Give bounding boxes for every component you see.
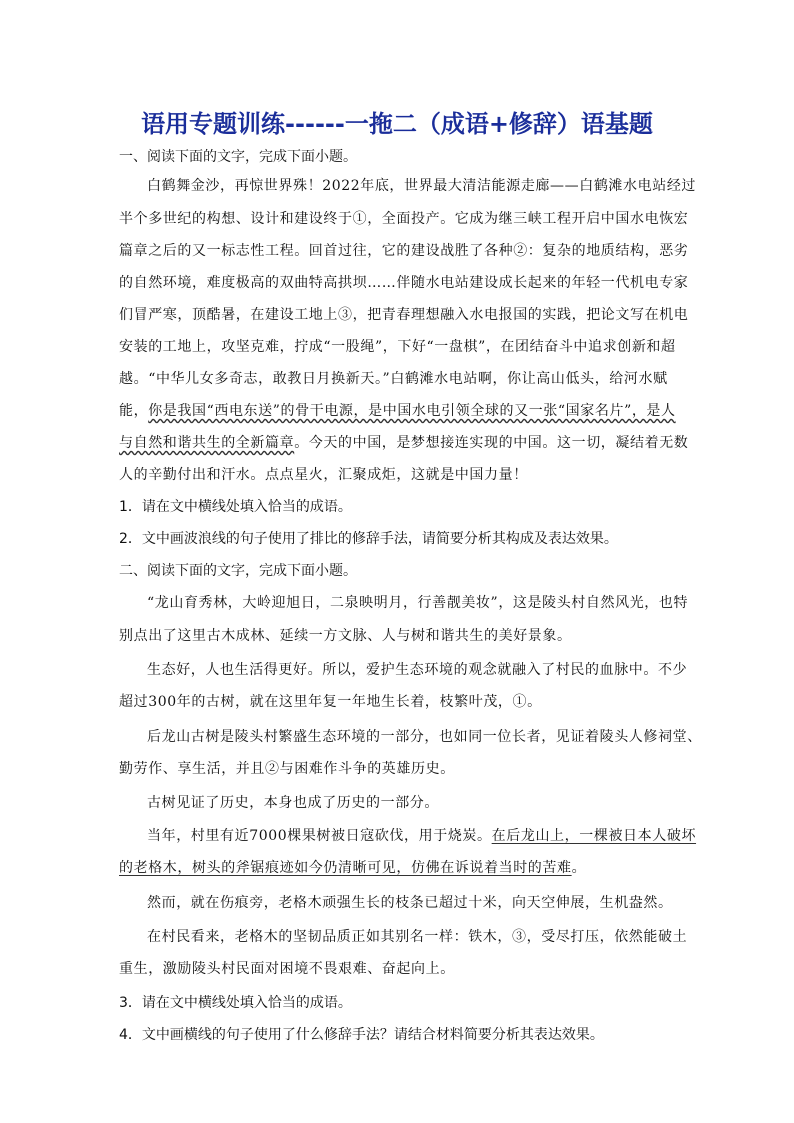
section2-para5-line2-post: 。	[571, 860, 587, 876]
question-4: 4．文中画横线的句子使用了什么修辞手法？请结合材料简要分析其表达效果。	[119, 1027, 604, 1043]
question-2: 2．文中画波浪线的句子使用了排比的修辞手法，请简要分析其构成及表达效果。	[119, 531, 618, 547]
section1-line-10: 人的辛勤付出和汗水。点点星火，汇聚成炬，这就是中国力量！	[119, 467, 528, 483]
section2-para3-line1: 后龙山古树是陵头村繁盛生态环境的一部分，也如同一位长者，见证着陵头人修祠堂、	[147, 729, 702, 745]
section1-line-7: 越。“中华儿女多奇志，敢教日月换新天。”白鹤滩水电站啊，你让高山低头，给河水赋	[119, 371, 668, 387]
section2-para7-line1: 在村民看来，老格木的坚韧品质正如其别名一样：铁木，③，受尽打压，依然能破土	[147, 929, 688, 945]
wavy-underlined-sentence-part-1: 你是我国“西电东送”的骨干电源，是中国水电引领全球的又一张“国家名片”，是人	[148, 403, 676, 419]
section2-para4: 古树见证了历史，本身也成了历史的一部分。	[147, 795, 439, 811]
section2-para5-line2	[119, 858, 586, 878]
question-1: 1．请在文中横线处填入恰当的成语。	[119, 499, 352, 515]
section2-para6: 然而，就在伤痕旁，老格木顽强生长的枝条已超过十米，向天空伸展，生机盎然。	[147, 895, 673, 911]
section1-line-9-post: 。今天的中国，是梦想接连实现的中国。这一切，凝结着无数	[294, 435, 689, 451]
question-3: 3．请在文中横线处填入恰当的成语。	[119, 995, 352, 1011]
section2-para2-line1: 生态好，人也生活得更好。所以，爱护生态环境的观念就融入了村民的血脉中。不少	[147, 662, 688, 678]
section1-line-4: 的自然环境，难度极高的双曲特高拱坝……伴随水电站建设成长起来的年轻一代机电专家	[119, 275, 689, 291]
section2-para5-line1-pre: 当年，村里有近7000棵果树被日寇砍伐，用于烧炭。	[147, 828, 492, 844]
section1-line-9	[119, 433, 688, 453]
section1-line-3: 篇章之后的又一标志性工程。回首过往，它的建设战胜了各种②：复杂的地质结构，恶劣	[119, 243, 689, 259]
section1-line-2: 半个多世纪的构想、设计和建设终于①，全面投产。它成为继三峡工程开启中国水电恢宏	[119, 211, 689, 227]
section1-line-6: 安装的工地上，攻坚克难，拧成“一股绳”，下好“一盘棋”，在团结奋斗中追求创新和超	[119, 339, 676, 355]
section2-para7-line2: 重生，激励陵头村民面对困境不畏艰难、奋起向上。	[119, 961, 455, 977]
underlined-sentence-part-2: 的老格木，树头的斧锯痕迹如今仍清晰可见，仿佛在诉说着当时的苦难	[119, 860, 572, 876]
section2-heading: 二、阅读下面的文字，完成下面小题。	[119, 563, 357, 579]
section2-para1-line1: “龙山育秀林，大岭迎旭日，二泉映明月，行善靓美妆”，这是陵头村自然风光，也特	[147, 595, 689, 611]
section1-line-8	[119, 401, 676, 421]
section1-line-8-pre: 能，	[119, 403, 149, 419]
section1-line-5: 们冒严寒，顶酷暑，在建设工地上③，把青春理想融入水电报国的实践，把论文写在机电	[119, 307, 689, 323]
section2-para1-line2: 别点出了这里古木成林、延续一方文脉、人与树和谐共生的美好景象。	[119, 628, 572, 644]
underlined-sentence-part-1: 在后龙山上，一棵被日本人破坏	[491, 828, 697, 844]
section2-para3-line2: 勤劳作、享生活，并且②与困难作斗争的英雄历史。	[119, 761, 455, 777]
document-title: 语用专题训练------一拖二（成语+修辞）语基题	[141, 110, 653, 138]
wavy-underlined-sentence-part-2: 与自然和谐共生的全新篇章	[119, 435, 295, 451]
section1-heading: 一、阅读下面的文字，完成下面小题。	[119, 149, 357, 165]
section2-para2-line2: 超过300年的古树，就在这里年复一年地生长着，枝繁叶茂，①。	[119, 694, 542, 710]
section2-para5-line1	[147, 826, 696, 846]
section1-line-1: 白鹤舞金沙，再惊世界殊！2022年底，世界最大清洁能源走廊——白鹤滩水电站经过	[147, 178, 697, 194]
